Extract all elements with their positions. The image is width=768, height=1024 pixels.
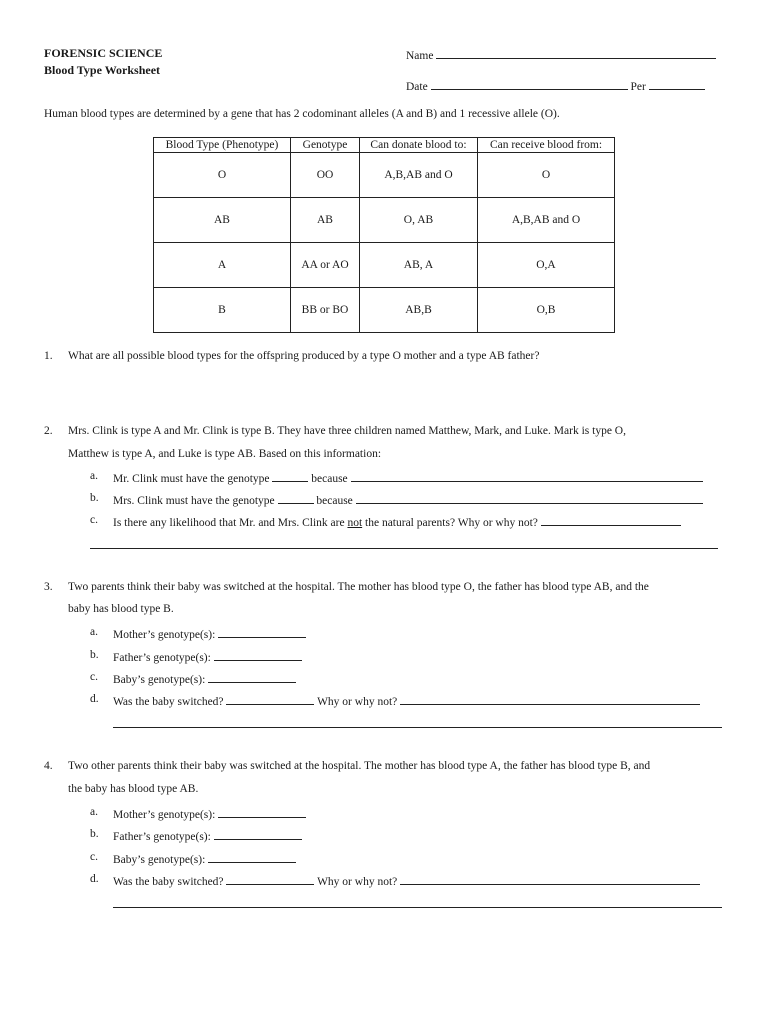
answer-blank[interactable] [541,514,681,526]
question-text: Father’s genotype(s): [113,652,211,664]
question-3-line-2: baby has blood type B. [68,603,174,615]
question-4-line-1: Two other parents think their baby was switched at the hospital. The mother has blood type A, the father has blood type B, and [68,760,651,772]
question-2a-label: a. [90,470,98,482]
table-cell: A,B,AB and O [360,153,478,198]
table-cell: O,B [478,288,615,333]
question-3-line-1: Two parents think their baby was switched at the hospital. The mother has blood type O, the father has blood type AB, and the [68,581,649,593]
table-header-receive: Can receive blood from: [478,138,615,153]
question-number: 1. [44,350,53,362]
genotype-blank[interactable] [272,470,308,482]
question-text: Mrs. Clink must have the genotype [113,495,275,507]
answer-blank[interactable] [214,649,302,661]
question-3b [113,649,302,664]
question-text: Baby’s genotype(s): [113,854,206,866]
table-cell: AB [291,198,360,243]
question-text: What are all possible blood types for the offspring produced by a type O mother and a type AB father? [68,350,540,362]
date-period-row [406,78,705,93]
question-text: Mother’s genotype(s): [113,809,216,821]
emphasis-not: not [347,517,363,529]
question-text: Baby’s genotype(s): [113,674,206,686]
question-2b-label: b. [90,492,99,504]
per-label: Per [630,81,646,93]
question-4d [113,873,700,888]
course-title: FORENSIC SCIENCE [44,46,163,60]
genotype-blank[interactable] [278,492,314,504]
question-text: the natural parents? Why or why not? [365,517,538,529]
question-4b [113,828,302,843]
question-text: Mother’s genotype(s): [113,629,216,641]
table-cell: A [154,243,291,288]
intro-text: Human blood types are determined by a gene that has 2 codominant alleles (A and B) and 1 recessive allele (O). [44,108,560,120]
date-label: Date [406,81,428,93]
table-cell: BB or BO [291,288,360,333]
name-field[interactable] [406,47,716,62]
table-cell: AB [154,198,291,243]
table-cell: B [154,288,291,333]
question-4b-label: b. [90,828,99,840]
worksheet-subtitle: Blood Type Worksheet [44,63,161,77]
answer-blank[interactable] [356,492,703,504]
name-label: Name [406,50,434,62]
table-header-row [154,138,615,153]
table-row [154,288,615,333]
answer-blank[interactable] [214,828,302,840]
table-cell: AA or AO [291,243,360,288]
table-header-genotype: Genotype [291,138,360,153]
answer-blank[interactable] [351,470,703,482]
answer-line[interactable] [113,907,722,908]
table-header-donate: Can donate blood to: [360,138,478,153]
question-3a [113,626,306,641]
answer-blank[interactable] [208,851,296,863]
question-4c-label: c. [90,851,98,863]
table-cell: O, AB [360,198,478,243]
question-3b-label: b. [90,649,99,661]
question-text: Is there any likelihood that Mr. and Mrs. Clink are [113,517,345,529]
table-cell: OO [291,153,360,198]
question-3d [113,693,700,708]
question-2a [113,470,703,485]
blood-type-table [153,137,615,333]
question-2c [113,514,681,529]
answer-blank[interactable] [400,873,700,885]
question-3a-label: a. [90,626,98,638]
question-text: Was the baby switched? [113,876,224,888]
table-cell: O [154,153,291,198]
question-4-number: 4. [44,760,53,772]
because-label: because [316,495,353,507]
answer-blank[interactable] [218,806,306,818]
question-2c-label: c. [90,514,98,526]
question-3-number: 3. [44,581,53,593]
answer-line[interactable] [113,727,722,728]
table-cell: A,B,AB and O [478,198,615,243]
because-label: because [311,473,348,485]
question-3d-label: d. [90,693,99,705]
date-blank[interactable] [431,78,628,90]
question-4c [113,851,296,866]
table-cell: AB, A [360,243,478,288]
answer-line[interactable] [90,548,718,549]
table-row [154,243,615,288]
table-row [154,198,615,243]
why-label: Why or why not? [317,876,398,888]
question-text: Mr. Clink must have the genotype [113,473,270,485]
question-text: Father’s genotype(s): [113,831,211,843]
table-cell: O,A [478,243,615,288]
answer-blank[interactable] [226,693,314,705]
question-3c [113,671,296,686]
question-2b [113,492,703,507]
answer-blank[interactable] [400,693,700,705]
table-row [154,153,615,198]
question-4a-label: a. [90,806,98,818]
answer-blank[interactable] [226,873,314,885]
question-2-number: 2. [44,425,53,437]
question-2-line-2: Matthew is type A, and Luke is type AB. Based on this information: [68,448,382,460]
question-2-line-1: Mrs. Clink is type A and Mr. Clink is type B. They have three children named Matthew, Mark, and Luke. Mark is type O, [68,425,626,437]
answer-blank[interactable] [218,626,306,638]
question-4d-label: d. [90,873,99,885]
why-label: Why or why not? [317,696,398,708]
name-blank[interactable] [436,47,716,59]
per-blank[interactable] [649,78,705,90]
question-4-line-2: the baby has blood type AB. [68,783,199,795]
table-cell: AB,B [360,288,478,333]
question-3c-label: c. [90,671,98,683]
answer-blank[interactable] [208,671,296,683]
question-4a [113,806,306,821]
table-cell: O [478,153,615,198]
table-header-phenotype: Blood Type (Phenotype) [154,138,291,153]
question-text: Was the baby switched? [113,696,224,708]
